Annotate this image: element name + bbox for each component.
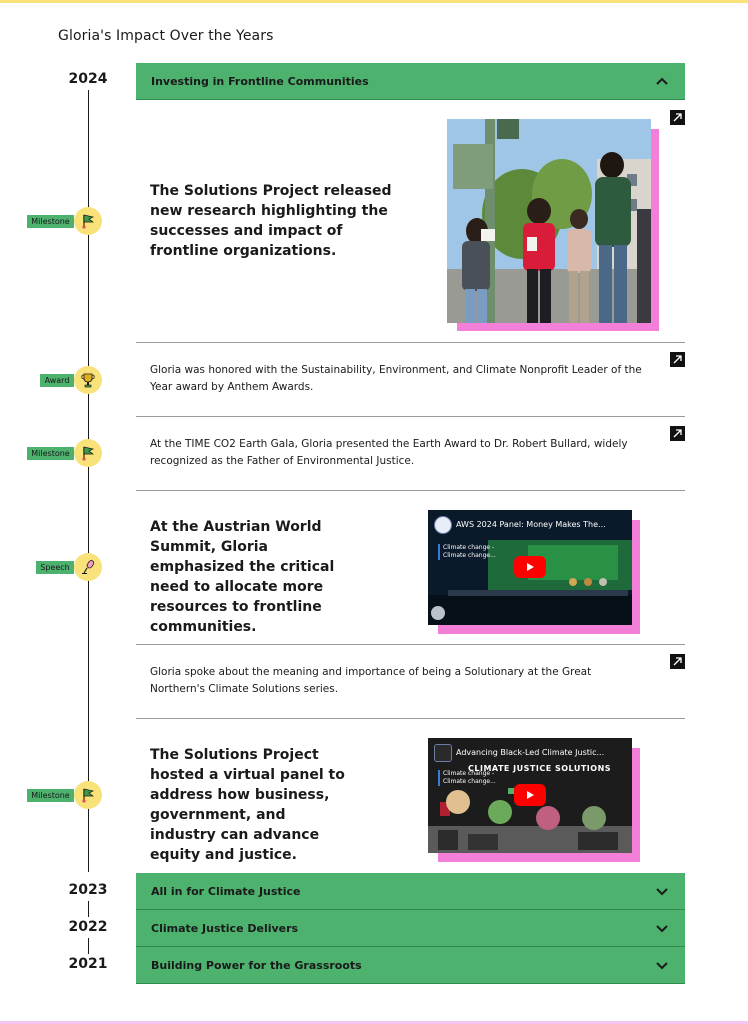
chevron-down-icon	[654, 883, 670, 899]
video-embed[interactable]	[428, 738, 640, 862]
flag-icon	[74, 207, 102, 235]
external-link-icon[interactable]	[670, 110, 685, 125]
accordion-header-2022[interactable]	[136, 910, 685, 947]
video-captions: Climate change - Climate change...	[438, 770, 496, 786]
chevron-down-icon	[654, 957, 670, 973]
video-thumbnail	[428, 510, 632, 625]
milestone-badge	[27, 781, 74, 809]
video-title: AWS 2024 Panel: Money Makes The...	[456, 520, 606, 529]
entry-text: At the Austrian World Summit, Gloria emphasized the critical need to allocate more resources to frontline communities.	[150, 519, 335, 635]
badge-label: Award	[40, 374, 74, 387]
speech-badge	[36, 553, 74, 581]
year-2022: 2022	[68, 919, 108, 935]
trophy-icon	[74, 366, 102, 394]
badge-label: Milestone	[27, 447, 74, 460]
accordion-header-2024[interactable]	[136, 63, 685, 100]
entry-divider	[136, 490, 685, 491]
top-accent-bar	[0, 0, 748, 3]
section-title: Gloria's Impact Over the Years	[58, 28, 274, 44]
external-link-icon[interactable]	[670, 426, 685, 441]
video-embed[interactable]	[428, 510, 640, 634]
play-icon[interactable]	[514, 556, 546, 578]
video-overlay-title: CLIMATE JUSTICE SOLUTIONS	[468, 764, 612, 773]
entry-divider	[136, 416, 685, 417]
entry-text: Gloria was honored with the Sustainability, Environment, and Climate Nonprofit Leader of the Year award by Anthem Awards.	[150, 364, 642, 393]
video-thumbnail	[428, 738, 632, 853]
entry-text: At the TIME CO2 Earth Gala, Gloria presented the Earth Award to Dr. Robert Bullard, widely recognized as the Father of Environmental Justice.	[150, 438, 628, 467]
entry-divider	[136, 644, 685, 645]
timeline-line-2023-2022	[88, 901, 89, 917]
timeline-line-2022-2021	[88, 938, 89, 954]
entry-text: The Solutions Project hosted a virtual panel to address how business, government, and industry can advance equity and justice.	[150, 747, 345, 863]
award-badge	[40, 366, 74, 394]
flag-icon	[74, 781, 102, 809]
accordion-label-2021: Building Power for the Grassroots	[151, 958, 362, 972]
play-icon[interactable]	[514, 784, 546, 806]
chevron-down-icon	[654, 920, 670, 936]
milestone-badge	[27, 439, 74, 467]
external-link-icon[interactable]	[670, 654, 685, 669]
channel-avatar	[434, 744, 452, 762]
video-title: Advancing Black-Led Climate Justic...	[456, 748, 605, 757]
entry-text: Gloria spoke about the meaning and importance of being a Solutionary at the Great Northern's Climate Solutions series.	[150, 666, 592, 695]
photo-image	[447, 119, 651, 323]
entry-divider	[136, 342, 685, 343]
video-captions: Climate change - Climate change...	[438, 544, 496, 560]
milestone-badge	[27, 207, 74, 235]
badge-label: Milestone	[27, 789, 74, 802]
entry-divider	[136, 718, 685, 719]
accordion-header-2021[interactable]	[136, 947, 685, 984]
year-2021: 2021	[68, 956, 108, 972]
year-2023: 2023	[68, 882, 108, 898]
accordion-label-2023: All in for Climate Justice	[151, 884, 301, 898]
channel-avatar	[434, 516, 452, 534]
external-link-icon[interactable]	[670, 352, 685, 367]
badge-label: Speech	[36, 561, 74, 574]
entry-text: The Solutions Project released new research highlighting the successes and impact of frontline organizations.	[150, 183, 392, 259]
flag-icon	[74, 439, 102, 467]
entry-photo[interactable]	[447, 119, 659, 331]
badge-label: Milestone	[27, 215, 74, 228]
year-2024: 2024	[68, 71, 108, 87]
accordion-header-2023[interactable]	[136, 873, 685, 910]
microphone-icon	[74, 553, 102, 581]
accordion-label-2024: Investing in Frontline Communities	[151, 74, 369, 88]
accordion-label-2022: Climate Justice Delivers	[151, 921, 299, 935]
chevron-up-icon	[654, 73, 670, 89]
